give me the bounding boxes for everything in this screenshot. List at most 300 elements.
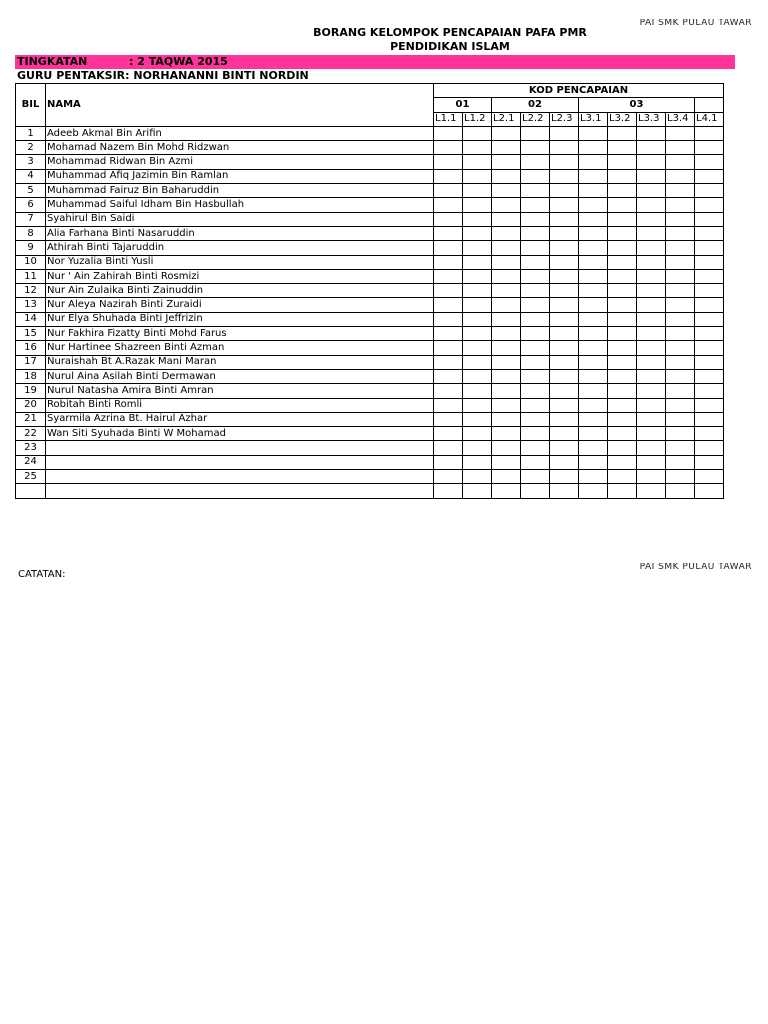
score-cell[interactable] [434, 470, 463, 484]
score-cell[interactable] [637, 355, 666, 369]
score-cell[interactable] [666, 255, 695, 269]
score-cell[interactable] [637, 298, 666, 312]
score-cell[interactable] [434, 327, 463, 341]
score-cell[interactable] [608, 169, 637, 183]
subcode-header: L2.1 [492, 112, 521, 126]
score-cell[interactable] [463, 441, 492, 455]
score-cell[interactable] [463, 384, 492, 398]
score-cell[interactable] [550, 184, 579, 198]
score-cell[interactable] [579, 155, 608, 169]
student-name [46, 441, 434, 455]
score-cell[interactable] [695, 241, 724, 255]
score-cell[interactable] [492, 427, 521, 441]
score-cell[interactable] [637, 484, 666, 498]
score-cell[interactable] [550, 241, 579, 255]
score-cell[interactable] [579, 355, 608, 369]
score-cell[interactable] [550, 212, 579, 226]
score-cell[interactable] [550, 341, 579, 355]
score-cell[interactable] [695, 355, 724, 369]
score-cell[interactable] [463, 155, 492, 169]
score-cell[interactable] [637, 255, 666, 269]
score-cell[interactable] [579, 169, 608, 183]
score-cell[interactable] [434, 184, 463, 198]
score-cell[interactable] [492, 341, 521, 355]
student-name: Nurul Natasha Amira Binti Amran [46, 384, 434, 398]
score-cell[interactable] [666, 198, 695, 212]
score-cell[interactable] [608, 384, 637, 398]
score-cell[interactable] [434, 284, 463, 298]
score-cell[interactable] [695, 484, 724, 498]
score-cell[interactable] [666, 169, 695, 183]
score-cell[interactable] [463, 184, 492, 198]
score-cell[interactable] [695, 412, 724, 426]
kod-pencapaian-header: KOD PENCAPAIAN [434, 84, 724, 98]
score-cell[interactable] [637, 226, 666, 240]
score-cell[interactable] [666, 470, 695, 484]
score-cell[interactable] [695, 441, 724, 455]
score-cell[interactable] [492, 226, 521, 240]
score-cell[interactable] [695, 298, 724, 312]
score-cell[interactable] [492, 455, 521, 469]
score-cell[interactable] [434, 126, 463, 140]
score-cell[interactable] [521, 212, 550, 226]
score-cell[interactable] [666, 427, 695, 441]
score-cell[interactable] [695, 384, 724, 398]
score-cell[interactable] [579, 327, 608, 341]
score-cell[interactable] [492, 298, 521, 312]
score-cell[interactable] [492, 198, 521, 212]
score-cell[interactable] [550, 155, 579, 169]
score-cell[interactable] [637, 398, 666, 412]
student-name: Alia Farhana Binti Nasaruddin [46, 226, 434, 240]
score-cell[interactable] [463, 284, 492, 298]
score-cell[interactable] [637, 284, 666, 298]
score-cell[interactable] [521, 398, 550, 412]
score-cell[interactable] [695, 198, 724, 212]
score-cell[interactable] [695, 398, 724, 412]
score-cell[interactable] [492, 441, 521, 455]
col-bil-header: BIL [16, 84, 46, 127]
student-row [16, 298, 724, 312]
score-cell[interactable] [434, 312, 463, 326]
score-cell[interactable] [666, 412, 695, 426]
score-cell[interactable] [666, 441, 695, 455]
score-cell[interactable] [550, 269, 579, 283]
score-cell[interactable] [695, 269, 724, 283]
score-cell[interactable] [463, 455, 492, 469]
score-cell[interactable] [521, 341, 550, 355]
score-cell[interactable] [579, 470, 608, 484]
score-cell[interactable] [434, 298, 463, 312]
score-cell[interactable] [666, 212, 695, 226]
score-cell[interactable] [521, 226, 550, 240]
score-cell[interactable] [579, 198, 608, 212]
row-number: 19 [16, 384, 46, 398]
student-name: Muhammad Fairuz Bin Baharuddin [46, 184, 434, 198]
score-cell[interactable] [608, 455, 637, 469]
score-cell[interactable] [695, 312, 724, 326]
score-cell[interactable] [463, 298, 492, 312]
score-cell[interactable] [492, 484, 521, 498]
score-cell[interactable] [463, 141, 492, 155]
score-cell[interactable] [521, 327, 550, 341]
subcode-header: L3.3 [637, 112, 666, 126]
score-cell[interactable] [666, 312, 695, 326]
score-cell[interactable] [637, 269, 666, 283]
score-cell[interactable] [463, 369, 492, 383]
score-cell[interactable] [608, 269, 637, 283]
score-cell[interactable] [579, 312, 608, 326]
score-cell[interactable] [463, 427, 492, 441]
score-cell[interactable] [579, 384, 608, 398]
score-cell[interactable] [608, 298, 637, 312]
score-cell[interactable] [463, 398, 492, 412]
score-cell[interactable] [521, 312, 550, 326]
student-row [16, 212, 724, 226]
score-cell[interactable] [637, 241, 666, 255]
score-cell[interactable] [492, 184, 521, 198]
score-cell[interactable] [579, 126, 608, 140]
score-cell[interactable] [579, 441, 608, 455]
score-cell[interactable] [463, 269, 492, 283]
score-cell[interactable] [579, 398, 608, 412]
score-cell[interactable] [521, 255, 550, 269]
score-cell[interactable] [492, 155, 521, 169]
score-cell[interactable] [666, 484, 695, 498]
score-cell[interactable] [434, 398, 463, 412]
score-cell[interactable] [695, 327, 724, 341]
score-cell[interactable] [637, 384, 666, 398]
score-cell[interactable] [550, 369, 579, 383]
score-cell[interactable] [695, 169, 724, 183]
student-row [16, 241, 724, 255]
score-cell[interactable] [463, 255, 492, 269]
score-cell[interactable] [608, 427, 637, 441]
student-name: Wan Siti Syuhada Binti W Mohamad [46, 427, 434, 441]
score-cell[interactable] [550, 312, 579, 326]
score-cell[interactable] [434, 455, 463, 469]
score-cell[interactable] [434, 141, 463, 155]
student-name: Syarmila Azrina Bt. Hairul Azhar [46, 412, 434, 426]
score-cell[interactable] [608, 155, 637, 169]
score-cell[interactable] [637, 198, 666, 212]
score-cell[interactable] [608, 412, 637, 426]
score-cell[interactable] [695, 141, 724, 155]
student-row [16, 312, 724, 326]
score-cell[interactable] [608, 241, 637, 255]
score-cell[interactable] [695, 427, 724, 441]
score-cell[interactable] [521, 470, 550, 484]
row-number: 15 [16, 327, 46, 341]
score-cell[interactable] [579, 484, 608, 498]
score-cell[interactable] [434, 198, 463, 212]
score-cell[interactable] [550, 141, 579, 155]
score-cell[interactable] [608, 184, 637, 198]
score-cell[interactable] [695, 284, 724, 298]
score-cell[interactable] [666, 241, 695, 255]
score-cell[interactable] [521, 184, 550, 198]
student-row [16, 441, 724, 455]
score-cell[interactable] [579, 369, 608, 383]
score-cell[interactable] [550, 327, 579, 341]
score-cell[interactable] [608, 441, 637, 455]
score-cell[interactable] [492, 212, 521, 226]
score-cell[interactable] [463, 341, 492, 355]
score-cell[interactable] [434, 341, 463, 355]
score-cell[interactable] [579, 226, 608, 240]
score-cell[interactable] [434, 384, 463, 398]
score-cell[interactable] [666, 298, 695, 312]
row-number: 2 [16, 141, 46, 155]
score-cell[interactable] [492, 470, 521, 484]
row-number: 5 [16, 184, 46, 198]
score-cell[interactable] [637, 141, 666, 155]
score-cell[interactable] [463, 412, 492, 426]
score-cell[interactable] [492, 398, 521, 412]
student-row [16, 355, 724, 369]
score-cell[interactable] [608, 198, 637, 212]
score-cell[interactable] [463, 198, 492, 212]
score-cell[interactable] [550, 384, 579, 398]
student-row [16, 126, 724, 140]
score-cell[interactable] [608, 341, 637, 355]
score-cell[interactable] [550, 412, 579, 426]
score-cell[interactable] [521, 298, 550, 312]
score-cell[interactable] [550, 355, 579, 369]
score-cell[interactable] [666, 284, 695, 298]
score-cell[interactable] [492, 369, 521, 383]
score-cell[interactable] [637, 155, 666, 169]
student-row [16, 412, 724, 426]
score-cell[interactable] [637, 312, 666, 326]
score-cell[interactable] [463, 327, 492, 341]
score-cell[interactable] [550, 455, 579, 469]
score-cell[interactable] [637, 341, 666, 355]
score-cell[interactable] [666, 327, 695, 341]
row-number: 11 [16, 269, 46, 283]
score-cell[interactable] [434, 212, 463, 226]
score-cell[interactable] [492, 241, 521, 255]
score-cell[interactable] [521, 141, 550, 155]
score-cell[interactable] [521, 441, 550, 455]
score-cell[interactable] [666, 369, 695, 383]
row-number [16, 484, 46, 498]
score-cell[interactable] [637, 369, 666, 383]
student-row [16, 284, 724, 298]
score-cell[interactable] [666, 341, 695, 355]
score-cell[interactable] [492, 269, 521, 283]
score-cell[interactable] [434, 226, 463, 240]
row-number: 3 [16, 155, 46, 169]
score-cell[interactable] [521, 369, 550, 383]
score-cell[interactable] [637, 212, 666, 226]
score-cell[interactable] [608, 312, 637, 326]
catatan-label: CATATAN: [18, 569, 66, 580]
score-cell[interactable] [608, 141, 637, 155]
score-cell[interactable] [579, 184, 608, 198]
score-cell[interactable] [608, 484, 637, 498]
score-cell[interactable] [579, 269, 608, 283]
score-cell[interactable] [434, 441, 463, 455]
score-cell[interactable] [695, 226, 724, 240]
score-cell[interactable] [434, 155, 463, 169]
score-cell[interactable] [695, 470, 724, 484]
score-cell[interactable] [608, 327, 637, 341]
score-cell[interactable] [463, 312, 492, 326]
score-cell[interactable] [463, 484, 492, 498]
score-cell[interactable] [579, 298, 608, 312]
score-cell[interactable] [637, 412, 666, 426]
score-cell[interactable] [695, 184, 724, 198]
score-cell[interactable] [695, 341, 724, 355]
student-name: Nur Elya Shuhada Binti Jeffrizin [46, 312, 434, 326]
student-name: Nuraishah Bt A.Razak Mani Maran [46, 355, 434, 369]
score-cell[interactable] [521, 412, 550, 426]
score-cell[interactable] [492, 141, 521, 155]
score-cell[interactable] [521, 155, 550, 169]
row-number: 24 [16, 455, 46, 469]
score-cell[interactable] [463, 126, 492, 140]
score-cell[interactable] [608, 355, 637, 369]
score-cell[interactable] [550, 126, 579, 140]
score-cell[interactable] [637, 470, 666, 484]
score-cell[interactable] [434, 369, 463, 383]
score-cell[interactable] [463, 226, 492, 240]
score-cell[interactable] [521, 384, 550, 398]
score-cell[interactable] [695, 455, 724, 469]
score-cell[interactable] [550, 470, 579, 484]
score-cell[interactable] [637, 169, 666, 183]
score-cell[interactable] [492, 169, 521, 183]
student-name: Mohamad Nazem Bin Mohd Ridzwan [46, 141, 434, 155]
score-cell[interactable] [579, 212, 608, 226]
score-cell[interactable] [463, 169, 492, 183]
student-row [16, 141, 724, 155]
score-cell[interactable] [550, 298, 579, 312]
score-cell[interactable] [492, 126, 521, 140]
row-number: 22 [16, 427, 46, 441]
score-cell[interactable] [666, 141, 695, 155]
score-cell[interactable] [434, 427, 463, 441]
score-cell[interactable] [695, 369, 724, 383]
score-cell[interactable] [666, 126, 695, 140]
score-cell[interactable] [608, 284, 637, 298]
score-cell[interactable] [492, 327, 521, 341]
score-cell[interactable] [579, 284, 608, 298]
score-cell[interactable] [521, 169, 550, 183]
score-cell[interactable] [579, 141, 608, 155]
score-cell[interactable] [492, 284, 521, 298]
score-cell[interactable] [550, 441, 579, 455]
score-cell[interactable] [637, 441, 666, 455]
score-cell[interactable] [666, 355, 695, 369]
score-cell[interactable] [579, 241, 608, 255]
score-cell[interactable] [434, 241, 463, 255]
score-cell[interactable] [434, 484, 463, 498]
score-cell[interactable] [666, 269, 695, 283]
score-cell[interactable] [637, 327, 666, 341]
score-cell[interactable] [550, 284, 579, 298]
score-cell[interactable] [579, 412, 608, 426]
score-cell[interactable] [521, 126, 550, 140]
score-cell[interactable] [695, 255, 724, 269]
score-cell[interactable] [463, 241, 492, 255]
student-row [16, 169, 724, 183]
score-cell[interactable] [434, 355, 463, 369]
score-cell[interactable] [695, 126, 724, 140]
score-cell[interactable] [550, 484, 579, 498]
score-cell[interactable] [550, 198, 579, 212]
score-cell[interactable] [637, 184, 666, 198]
score-cell[interactable] [579, 427, 608, 441]
score-cell[interactable] [521, 427, 550, 441]
score-cell[interactable] [521, 198, 550, 212]
score-cell[interactable] [666, 184, 695, 198]
score-cell[interactable] [608, 212, 637, 226]
student-row [16, 198, 724, 212]
score-cell[interactable] [434, 412, 463, 426]
score-cell[interactable] [521, 355, 550, 369]
student-row [16, 341, 724, 355]
score-cell[interactable] [492, 412, 521, 426]
score-cell[interactable] [463, 355, 492, 369]
score-cell[interactable] [463, 212, 492, 226]
score-cell[interactable] [521, 269, 550, 283]
score-cell[interactable] [550, 226, 579, 240]
score-cell[interactable] [492, 312, 521, 326]
score-cell[interactable] [579, 255, 608, 269]
score-cell[interactable] [637, 455, 666, 469]
score-cell[interactable] [550, 398, 579, 412]
score-cell[interactable] [550, 169, 579, 183]
score-cell[interactable] [666, 226, 695, 240]
row-number: 4 [16, 169, 46, 183]
group-header: 02 [492, 98, 579, 112]
score-cell[interactable] [666, 455, 695, 469]
score-cell[interactable] [434, 169, 463, 183]
score-cell[interactable] [695, 212, 724, 226]
score-cell[interactable] [637, 126, 666, 140]
score-cell[interactable] [608, 255, 637, 269]
score-cell[interactable] [521, 455, 550, 469]
score-cell[interactable] [521, 284, 550, 298]
score-cell[interactable] [550, 427, 579, 441]
score-cell[interactable] [463, 470, 492, 484]
score-cell[interactable] [579, 341, 608, 355]
tingkatan-label: TINGKATAN [17, 55, 88, 68]
score-cell[interactable] [492, 255, 521, 269]
score-cell[interactable] [695, 155, 724, 169]
score-cell[interactable] [521, 484, 550, 498]
score-cell[interactable] [492, 355, 521, 369]
score-cell[interactable] [608, 398, 637, 412]
score-cell[interactable] [666, 398, 695, 412]
score-cell[interactable] [434, 255, 463, 269]
score-cell[interactable] [608, 226, 637, 240]
student-name: Syahirul Bin Saidi [46, 212, 434, 226]
score-cell[interactable] [608, 126, 637, 140]
score-cell[interactable] [521, 241, 550, 255]
score-cell[interactable] [579, 455, 608, 469]
score-cell[interactable] [608, 470, 637, 484]
score-cell[interactable] [492, 384, 521, 398]
score-cell[interactable] [666, 384, 695, 398]
score-cell[interactable] [434, 269, 463, 283]
score-cell[interactable] [637, 427, 666, 441]
score-cell[interactable] [666, 155, 695, 169]
score-cell[interactable] [608, 369, 637, 383]
score-cell[interactable] [550, 255, 579, 269]
